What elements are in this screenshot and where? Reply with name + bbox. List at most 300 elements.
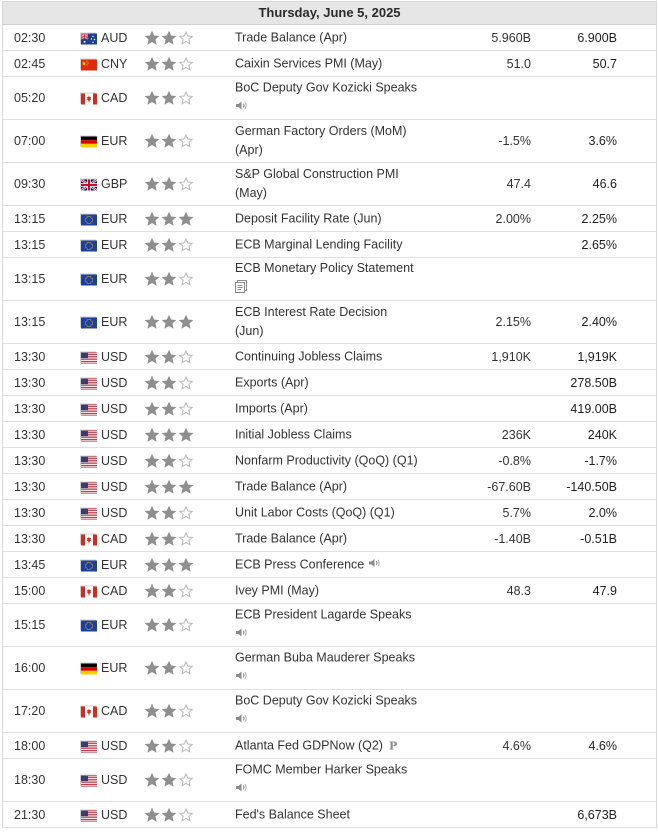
event-time: 18:30 (14, 773, 46, 787)
forecast-value: -140.50B (566, 479, 617, 494)
event-name-text: ECB Press Conference (235, 556, 365, 571)
star-empty-icon (179, 773, 193, 787)
event-row[interactable] (3, 733, 656, 759)
event-row[interactable] (3, 77, 656, 120)
flag-us-icon (80, 377, 96, 388)
star-empty-icon (179, 618, 193, 632)
event-name-text: (Apr) (235, 143, 263, 157)
actual-value: 236K (501, 427, 531, 442)
importance-stars (145, 238, 193, 252)
star-filled-icon (162, 402, 176, 416)
event-row[interactable] (3, 206, 656, 232)
flag-de-icon (80, 136, 96, 147)
star-filled-icon (145, 808, 159, 822)
event-name[interactable] (235, 555, 465, 575)
actual-value: 2.15% (495, 315, 531, 329)
star-filled-icon (162, 739, 176, 753)
flag-gb-icon (80, 179, 96, 190)
flag-us-icon (80, 455, 96, 466)
star-filled-icon (162, 480, 176, 494)
importance-stars (145, 350, 193, 364)
importance-stars (145, 558, 193, 572)
star-empty-icon (179, 350, 193, 364)
event-row[interactable] (3, 344, 656, 370)
event-time: 13:30 (14, 505, 46, 520)
event-row[interactable] (3, 301, 656, 344)
event-name[interactable] (235, 373, 465, 392)
event-name-text: Ivey PMI (May) (235, 583, 320, 597)
event-name-line (235, 122, 465, 141)
currency-code: EUR (101, 661, 128, 675)
flag-ca-icon (80, 533, 96, 544)
event-extra (235, 711, 465, 731)
currency-code: USD (101, 807, 128, 822)
currency-code: USD (101, 427, 128, 442)
star-filled-icon (162, 773, 176, 787)
star-empty-icon (179, 238, 193, 252)
importance-stars (145, 402, 193, 416)
forecast-value: 2.65% (581, 237, 617, 252)
actual-value: 47.4 (506, 177, 531, 191)
forecast-value: 3.6% (588, 134, 617, 148)
importance-stars (145, 57, 193, 71)
event-time: 13:30 (14, 349, 46, 364)
event-name-line (235, 259, 465, 278)
forecast-value: 50.7 (592, 56, 617, 71)
document-icon[interactable] (235, 278, 247, 299)
event-row[interactable] (3, 647, 656, 690)
forecast-value: 419.00B (570, 401, 617, 416)
star-empty-icon (179, 91, 193, 105)
event-extra (235, 780, 465, 800)
star-empty-icon (179, 402, 193, 416)
star-filled-icon (162, 91, 176, 105)
event-name-text: S&P Global Construction PMI (235, 167, 399, 181)
forecast-value: 278.50B (570, 375, 617, 390)
event-name-line (235, 165, 465, 184)
star-empty-icon (179, 739, 193, 753)
event-row[interactable] (3, 448, 656, 474)
event-time: 18:00 (14, 738, 46, 753)
star-filled-icon (179, 480, 193, 494)
event-name-line (235, 761, 465, 780)
event-list (3, 25, 656, 828)
star-empty-icon (179, 532, 193, 546)
event-name-line (235, 28, 465, 47)
star-filled-icon (162, 558, 176, 572)
star-filled-icon (162, 350, 176, 364)
event-name[interactable] (235, 425, 465, 444)
flag-ca-icon (80, 585, 96, 596)
event-time: 15:00 (14, 583, 46, 598)
event-row[interactable] (3, 690, 656, 733)
event-time: 02:45 (14, 56, 46, 71)
speaker-icon[interactable] (235, 98, 249, 118)
star-filled-icon (162, 618, 176, 632)
event-time: 13:30 (14, 531, 46, 546)
star-filled-icon (179, 428, 193, 442)
event-name[interactable] (235, 529, 465, 548)
actual-value: 5.7% (502, 505, 531, 520)
star-filled-icon (162, 808, 176, 822)
event-name-text: Nonfarm Productivity (QoQ) (Q1) (235, 453, 418, 467)
event-row[interactable] (3, 51, 656, 77)
event-time: 13:15 (14, 237, 46, 252)
currency-code: USD (101, 375, 128, 390)
speaker-icon[interactable] (368, 555, 382, 575)
currency-code: CAD (101, 583, 128, 598)
event-time: 13:15 (14, 315, 46, 329)
flag-au-icon (80, 32, 96, 43)
speaker-icon[interactable] (235, 780, 249, 800)
forecast-value: -1.7% (584, 453, 617, 468)
event-name-text: ECB Marginal Lending Facility (235, 237, 403, 251)
event-name-line (235, 736, 465, 755)
event-name-line (235, 692, 465, 711)
star-filled-icon (162, 212, 176, 226)
event-name-text: BoC Deputy Gov Kozicki Speaks (235, 80, 418, 95)
star-empty-icon (179, 134, 193, 148)
event-time: 09:30 (14, 177, 46, 191)
event-time: 02:30 (14, 30, 46, 45)
event-row[interactable] (3, 25, 656, 51)
event-name[interactable] (235, 649, 465, 688)
star-filled-icon (145, 402, 159, 416)
event-time: 21:30 (14, 807, 46, 822)
importance-stars (145, 31, 193, 45)
event-name-text: Exports (Apr) (235, 375, 309, 389)
actual-value: 4.6% (502, 738, 531, 753)
star-filled-icon (145, 704, 159, 718)
star-empty-icon (179, 31, 193, 45)
event-name[interactable] (235, 235, 465, 254)
star-filled-icon (162, 134, 176, 148)
event-name[interactable] (235, 303, 465, 341)
star-filled-icon (145, 212, 159, 226)
event-name[interactable] (235, 28, 465, 47)
star-filled-icon (145, 350, 159, 364)
event-name[interactable] (235, 477, 465, 496)
currency-code: USD (101, 505, 128, 520)
event-name-text: (Jun) (235, 324, 264, 338)
event-row[interactable] (3, 500, 656, 526)
star-filled-icon (145, 57, 159, 71)
importance-stars (145, 376, 193, 390)
star-filled-icon (179, 212, 193, 226)
currency-code: EUR (101, 315, 128, 329)
importance-stars (145, 428, 193, 442)
importance-stars (145, 618, 193, 632)
star-filled-icon (145, 739, 159, 753)
flag-us-icon (80, 507, 96, 518)
star-empty-icon (179, 177, 193, 191)
event-extra (235, 278, 465, 299)
star-filled-icon (145, 31, 159, 45)
event-name-text: Trade Balance (Apr) (235, 479, 348, 493)
event-time: 07:00 (14, 134, 46, 148)
event-name-line (235, 303, 465, 322)
event-name-text: Fed's Balance Sheet (235, 807, 350, 821)
event-row[interactable] (3, 474, 656, 500)
star-filled-icon (145, 272, 159, 286)
importance-stars (145, 177, 193, 191)
actual-value: 51.0 (506, 56, 531, 71)
date-header: Thursday, June 5, 2025 (3, 2, 656, 25)
star-empty-icon (179, 584, 193, 598)
currency-code: EUR (101, 237, 128, 252)
star-empty-icon (179, 661, 193, 675)
forecast-value: 2.0% (588, 505, 617, 520)
event-name-line (235, 451, 465, 470)
event-extra (235, 625, 465, 645)
currency-code: USD (101, 773, 128, 787)
event-name[interactable] (235, 451, 465, 470)
actual-value: 48.3 (506, 583, 531, 598)
currency-code: EUR (101, 557, 128, 572)
flag-ca-icon (80, 93, 96, 104)
event-row[interactable] (3, 526, 656, 552)
currency-code: EUR (101, 272, 128, 286)
event-name[interactable] (235, 736, 465, 755)
event-time: 13:30 (14, 375, 46, 390)
event-time: 15:15 (14, 618, 46, 632)
star-filled-icon (145, 532, 159, 546)
star-filled-icon (162, 177, 176, 191)
event-name[interactable] (235, 79, 465, 118)
event-name[interactable] (235, 399, 465, 418)
star-filled-icon (145, 584, 159, 598)
event-name-line (235, 503, 465, 522)
star-filled-icon (162, 315, 176, 329)
star-filled-icon (145, 238, 159, 252)
event-name[interactable] (235, 606, 465, 645)
event-name-text: ECB Interest Rate Decision (235, 305, 388, 319)
event-time: 13:15 (14, 211, 46, 226)
currency-code: CNY (101, 56, 128, 71)
event-time: 13:30 (14, 453, 46, 468)
star-filled-icon (145, 661, 159, 675)
flag-eu-icon (80, 620, 96, 631)
flag-eu-icon (80, 239, 96, 250)
importance-stars (145, 454, 193, 468)
event-name-line (235, 141, 465, 160)
event-name-text: Unit Labor Costs (QoQ) (Q1) (235, 505, 395, 519)
economic-calendar (2, 1, 657, 828)
star-filled-icon (162, 238, 176, 252)
actual-value: 2.00% (495, 211, 531, 226)
forecast-value: 47.9 (592, 583, 617, 598)
star-filled-icon (162, 704, 176, 718)
currency-code: EUR (101, 211, 128, 226)
event-name-line (235, 373, 465, 392)
event-time: 13:45 (14, 557, 46, 572)
star-filled-icon (145, 315, 159, 329)
event-time: 13:30 (14, 479, 46, 494)
speaker-icon[interactable] (235, 668, 249, 688)
event-row[interactable] (3, 370, 656, 396)
star-filled-icon (145, 376, 159, 390)
event-name-line (235, 322, 465, 341)
flag-us-icon (80, 481, 96, 492)
event-row[interactable] (3, 120, 656, 163)
event-name[interactable] (235, 54, 465, 73)
event-name-line (235, 209, 465, 228)
actual-value: -1.5% (498, 134, 531, 148)
star-filled-icon (179, 558, 193, 572)
star-empty-icon (179, 272, 193, 286)
importance-stars (145, 480, 193, 494)
currency-code: USD (101, 401, 128, 416)
star-filled-icon (179, 315, 193, 329)
flag-ca-icon (80, 706, 96, 717)
event-name[interactable] (235, 209, 465, 228)
star-empty-icon (179, 376, 193, 390)
event-name[interactable] (235, 347, 465, 366)
forecast-value: -0.51B (580, 531, 617, 546)
currency-code: USD (101, 349, 128, 364)
importance-stars (145, 272, 193, 286)
event-name[interactable] (235, 805, 465, 824)
importance-stars (145, 808, 193, 822)
forecast-value: 4.6% (588, 738, 617, 753)
star-filled-icon (145, 454, 159, 468)
star-filled-icon (145, 134, 159, 148)
event-name-text: Deposit Facility Rate (Jun) (235, 211, 382, 225)
importance-stars (145, 506, 193, 520)
event-name[interactable] (235, 503, 465, 522)
event-name[interactable] (235, 122, 465, 160)
speaker-icon[interactable] (235, 625, 249, 645)
forecast-value: 2.40% (581, 315, 617, 329)
star-filled-icon (145, 177, 159, 191)
event-name-text: Atlanta Fed GDPNow (Q2) (235, 738, 383, 752)
importance-stars (145, 704, 193, 718)
star-filled-icon (162, 506, 176, 520)
star-empty-icon (179, 506, 193, 520)
event-name-line (235, 529, 465, 548)
currency-code: AUD (101, 30, 128, 45)
star-empty-icon (179, 808, 193, 822)
event-row[interactable] (3, 604, 656, 647)
importance-stars (145, 661, 193, 675)
preliminary-icon: P (388, 739, 398, 752)
star-empty-icon (179, 704, 193, 718)
event-time: 16:00 (14, 661, 46, 675)
event-row[interactable] (3, 422, 656, 448)
currency-code: CAD (101, 704, 128, 718)
event-name-text: Initial Jobless Claims (235, 427, 352, 441)
event-name[interactable] (235, 692, 465, 731)
event-name-line (235, 347, 465, 366)
flag-eu-icon (80, 559, 96, 570)
star-filled-icon (162, 532, 176, 546)
speaker-icon[interactable] (235, 711, 249, 731)
event-name-text: FOMC Member Harker Speaks (235, 762, 408, 777)
event-row[interactable] (3, 759, 656, 802)
star-filled-icon (145, 618, 159, 632)
forecast-value: 240K (587, 427, 617, 442)
forecast-value: 46.6 (592, 177, 617, 191)
event-name-text: ECB Monetary Policy Statement (235, 261, 414, 275)
star-filled-icon (145, 558, 159, 572)
event-name-line (235, 425, 465, 444)
importance-stars (145, 739, 193, 753)
currency-code: CAD (101, 91, 128, 105)
event-name-text: Trade Balance (Apr) (235, 531, 348, 545)
flag-us-icon (80, 351, 96, 362)
importance-stars (145, 134, 193, 148)
star-filled-icon (145, 428, 159, 442)
event-name-text: Imports (Apr) (235, 401, 308, 415)
event-row[interactable] (3, 802, 656, 828)
event-name-text: German Buba Mauderer Speaks (235, 650, 415, 665)
flag-us-icon (80, 775, 96, 786)
event-name-line (235, 79, 465, 98)
actual-value: -0.8% (498, 453, 531, 468)
event-name-text: Caixin Services PMI (May) (235, 56, 383, 70)
event-name[interactable] (235, 581, 465, 600)
star-filled-icon (162, 584, 176, 598)
importance-stars (145, 532, 193, 546)
flag-eu-icon (80, 317, 96, 328)
event-name-line (235, 235, 465, 254)
importance-stars (145, 773, 193, 787)
star-empty-icon (179, 57, 193, 71)
event-row[interactable] (3, 396, 656, 422)
currency-code: USD (101, 738, 128, 753)
star-filled-icon (145, 91, 159, 105)
flag-us-icon (80, 429, 96, 440)
event-time: 13:30 (14, 427, 46, 442)
event-row[interactable] (3, 552, 656, 578)
event-row[interactable] (3, 163, 656, 206)
currency-code: EUR (101, 618, 128, 632)
forecast-value: 2.25% (581, 211, 617, 226)
flag-eu-icon (80, 213, 96, 224)
event-time: 13:30 (14, 401, 46, 416)
actual-value: -1.40B (494, 531, 531, 546)
star-filled-icon (162, 31, 176, 45)
currency-code: CAD (101, 531, 128, 546)
event-name-line (235, 606, 465, 625)
event-name-line (235, 581, 465, 600)
event-row[interactable] (3, 232, 656, 258)
importance-stars (145, 91, 193, 105)
event-row[interactable] (3, 578, 656, 604)
star-filled-icon (162, 454, 176, 468)
event-name[interactable] (235, 165, 465, 203)
actual-value: 1,910K (491, 349, 531, 364)
flag-eu-icon (80, 274, 96, 285)
star-filled-icon (162, 428, 176, 442)
star-filled-icon (145, 773, 159, 787)
currency-code: USD (101, 479, 128, 494)
event-name-text: German Factory Orders (MoM) (235, 124, 407, 138)
flag-cn-icon (80, 58, 96, 69)
event-row[interactable] (3, 258, 656, 301)
event-name[interactable] (235, 259, 465, 299)
event-extra (235, 98, 465, 118)
event-name-line (235, 805, 465, 824)
forecast-value: 6,673B (577, 807, 617, 822)
event-name[interactable] (235, 761, 465, 800)
event-time: 13:15 (14, 272, 46, 286)
event-name-text: (May) (235, 186, 267, 200)
actual-value: 5.960B (491, 30, 531, 45)
currency-code: EUR (101, 134, 128, 148)
event-name-line (235, 54, 465, 73)
event-name-text: Trade Balance (Apr) (235, 30, 348, 44)
